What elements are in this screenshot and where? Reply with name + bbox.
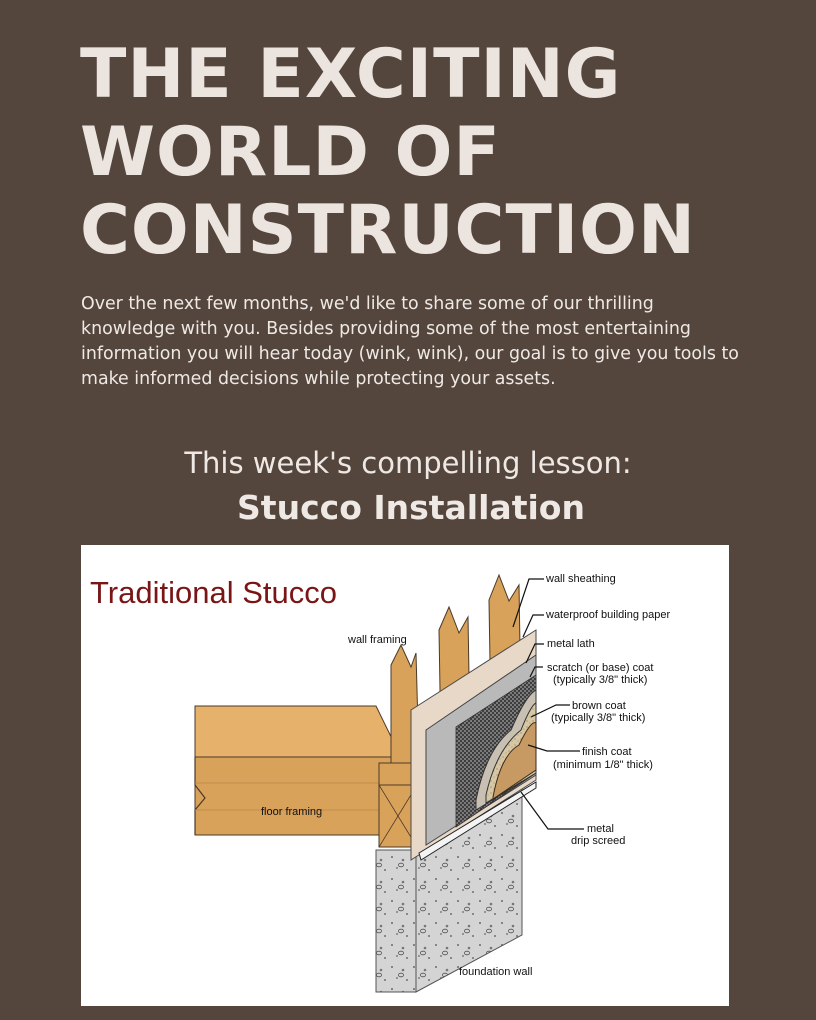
label-scratch-coat-note: (typically 3/8" thick) — [553, 674, 648, 686]
intro-paragraph: Over the next few months, we'd like to share some of our thrilling knowledge with you. Besides providing some of the most entertaining information you will hear today (wink, wink), our goal is to give you tools to make informed decisions while protecting your assets. — [81, 294, 739, 389]
title-line-3: CONSTRUCTION — [80, 191, 696, 270]
title-line-1: THE EXCITING — [80, 35, 622, 114]
label-waterproof-paper: waterproof building paper — [546, 609, 671, 621]
label-finish-coat-note: (minimum 1/8" thick) — [553, 759, 653, 771]
label-scratch-coat: scratch (or base) coat — [547, 662, 654, 674]
label-brown-coat: brown coat — [572, 700, 626, 712]
label-wall-sheathing: wall sheathing — [546, 573, 616, 585]
label-brown-coat-note: (typically 3/8" thick) — [551, 712, 646, 724]
label-metal-lath: metal lath — [547, 638, 595, 650]
lesson-title: Stucco Installation — [237, 488, 585, 527]
label-wall-framing: wall framing — [348, 634, 407, 646]
page-title — [80, 36, 700, 270]
diagram-title: Traditional Stucco — [90, 575, 337, 610]
lesson-lead: This week's compelling lesson: — [184, 446, 632, 480]
label-metal: metal — [587, 823, 614, 835]
label-foundation-wall: foundation wall — [459, 966, 533, 978]
label-floor-framing: floor framing — [261, 806, 323, 818]
title-line-2: WORLD OF — [80, 113, 501, 192]
label-drip-screed: drip screed — [571, 835, 626, 847]
stucco-diagram — [81, 545, 729, 1006]
stucco-diagram-drawing — [81, 545, 729, 1006]
label-finish-coat: finish coat — [582, 746, 632, 758]
